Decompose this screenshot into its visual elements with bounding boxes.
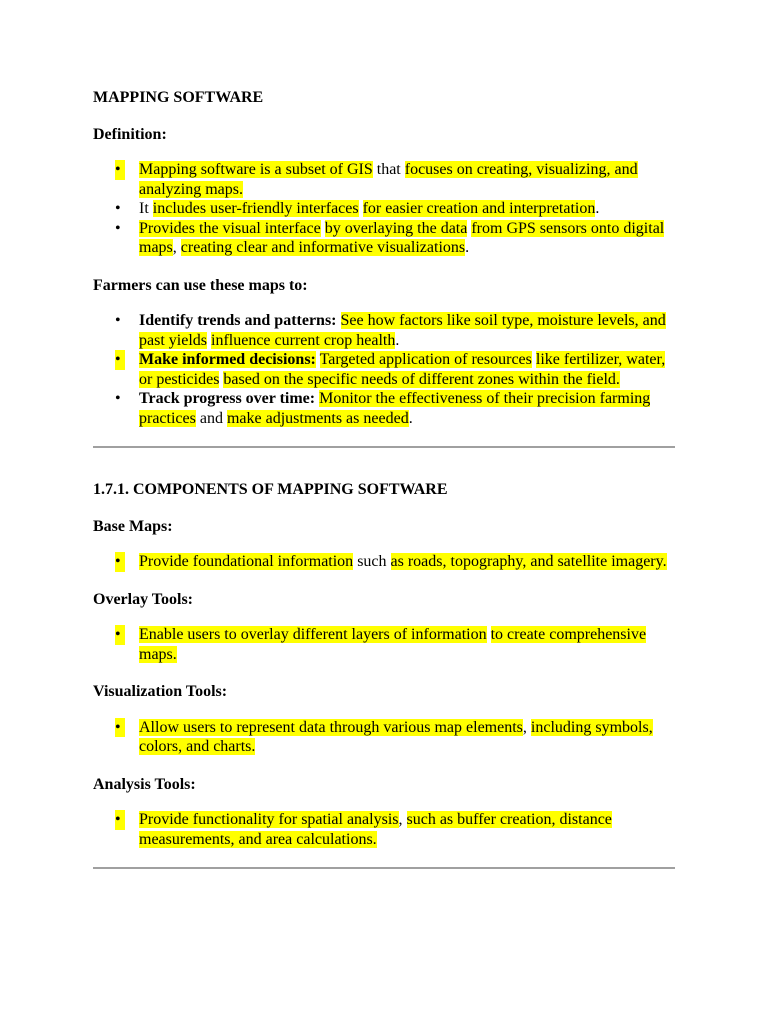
bullet-icon: •	[115, 219, 121, 237]
highlighted-text: from GPS sensors onto digital maps	[139, 219, 665, 256]
highlighted-text: creating clear and informative visualizations	[180, 239, 466, 256]
definition-heading: Definition:	[93, 125, 167, 143]
highlighted-text: including symbols, colors, and charts.	[139, 718, 653, 755]
farmers-list	[93, 311, 677, 428]
bullet-icon: •	[115, 390, 121, 407]
list-item	[115, 350, 677, 389]
list-item	[115, 625, 677, 664]
list-item	[115, 160, 677, 199]
section-divider	[93, 867, 675, 869]
highlighted-text: like fertilizer, water, or pesticides	[139, 351, 666, 388]
section-title-components: 1.7.1. COMPONENTS OF MAPPING SOFTWARE	[93, 481, 448, 498]
item-text: ,	[172, 239, 181, 256]
definition-list	[93, 160, 677, 258]
highlighted-text: Allow users to represent data through various map elements	[139, 718, 523, 736]
item-text: ,	[522, 718, 531, 736]
bullet-icon: •	[115, 312, 121, 329]
highlighted-text: for easier creation and interpretation	[362, 200, 596, 217]
item-text	[337, 312, 341, 329]
components-groups	[93, 517, 677, 850]
highlighted-text: See how factors like soil type, moisture levels, and past yields	[139, 312, 666, 349]
item-text: such	[353, 553, 391, 570]
item-lead: Make informed decisions:	[139, 351, 316, 368]
list-item	[115, 552, 677, 572]
component-list	[93, 552, 677, 572]
item-text: .	[395, 331, 400, 349]
item-text: .	[408, 409, 413, 427]
bullet-icon: •	[115, 810, 125, 830]
highlighted-text: Monitor the effectiveness of their precision farming practices	[139, 390, 651, 427]
item-text	[487, 626, 491, 643]
list-item	[115, 810, 677, 849]
bullet-icon: •	[115, 350, 125, 370]
highlighted-text: Targeted application of resources	[319, 351, 532, 368]
item-text: ,	[398, 811, 407, 828]
item-text: and	[195, 409, 227, 427]
item-text: that	[372, 161, 405, 178]
highlighted-text: focuses on creating, visualizing, and analyzing maps.	[139, 161, 638, 198]
list-item	[115, 389, 677, 428]
highlighted-text: based on the specific needs of different zones within the field.	[223, 370, 620, 388]
list-item	[115, 718, 677, 757]
item-text	[359, 200, 363, 217]
bullet-icon: •	[115, 625, 125, 645]
component-list	[93, 718, 677, 757]
highlighted-text: such as buffer creation, distance measurements, and area calculations.	[139, 811, 612, 848]
highlighted-text: as roads, topography, and satellite imagery.	[390, 553, 667, 570]
item-text: .	[465, 239, 470, 256]
item-lead: Track progress over time:	[139, 390, 316, 407]
component-heading: Analysis Tools:	[93, 775, 196, 793]
component-list	[93, 810, 677, 849]
component-heading: Overlay Tools:	[93, 590, 194, 608]
bullet-icon: •	[115, 200, 121, 217]
highlighted-text: by overlaying the data	[324, 219, 468, 237]
component-heading: Visualization Tools:	[93, 683, 228, 700]
highlighted-text: Mapping software is a subset of GIS	[139, 161, 373, 178]
list-item	[115, 199, 677, 219]
farmers-heading: Farmers can use these maps to:	[93, 276, 308, 294]
section-title-mapping-software: MAPPING SOFTWARE	[93, 89, 264, 106]
highlighted-text: make adjustments as needed	[226, 409, 409, 427]
highlighted-text: includes user-friendly interfaces	[152, 200, 359, 217]
highlighted-text: influence current crop health	[211, 331, 396, 349]
highlighted-text: Provide functionality for spatial analysis	[139, 811, 399, 828]
highlighted-text: to create comprehensive maps.	[139, 626, 647, 663]
highlighted-text: Provides the visual interface	[139, 219, 321, 237]
component-heading: Base Maps:	[93, 517, 173, 535]
bullet-icon: •	[115, 552, 125, 572]
bullet-icon: •	[115, 160, 125, 180]
section-divider	[93, 446, 675, 448]
item-text: .	[595, 200, 600, 217]
bullet-icon: •	[115, 718, 125, 738]
item-text: It	[139, 200, 153, 217]
highlighted-text: Enable users to overlay different layers of information	[139, 626, 487, 643]
list-item	[115, 219, 677, 258]
item-lead: Identify trends and patterns:	[139, 312, 337, 329]
highlighted-text: Provide foundational information	[139, 553, 354, 570]
document-page	[93, 88, 677, 869]
list-item	[115, 311, 677, 350]
component-list	[93, 625, 677, 664]
